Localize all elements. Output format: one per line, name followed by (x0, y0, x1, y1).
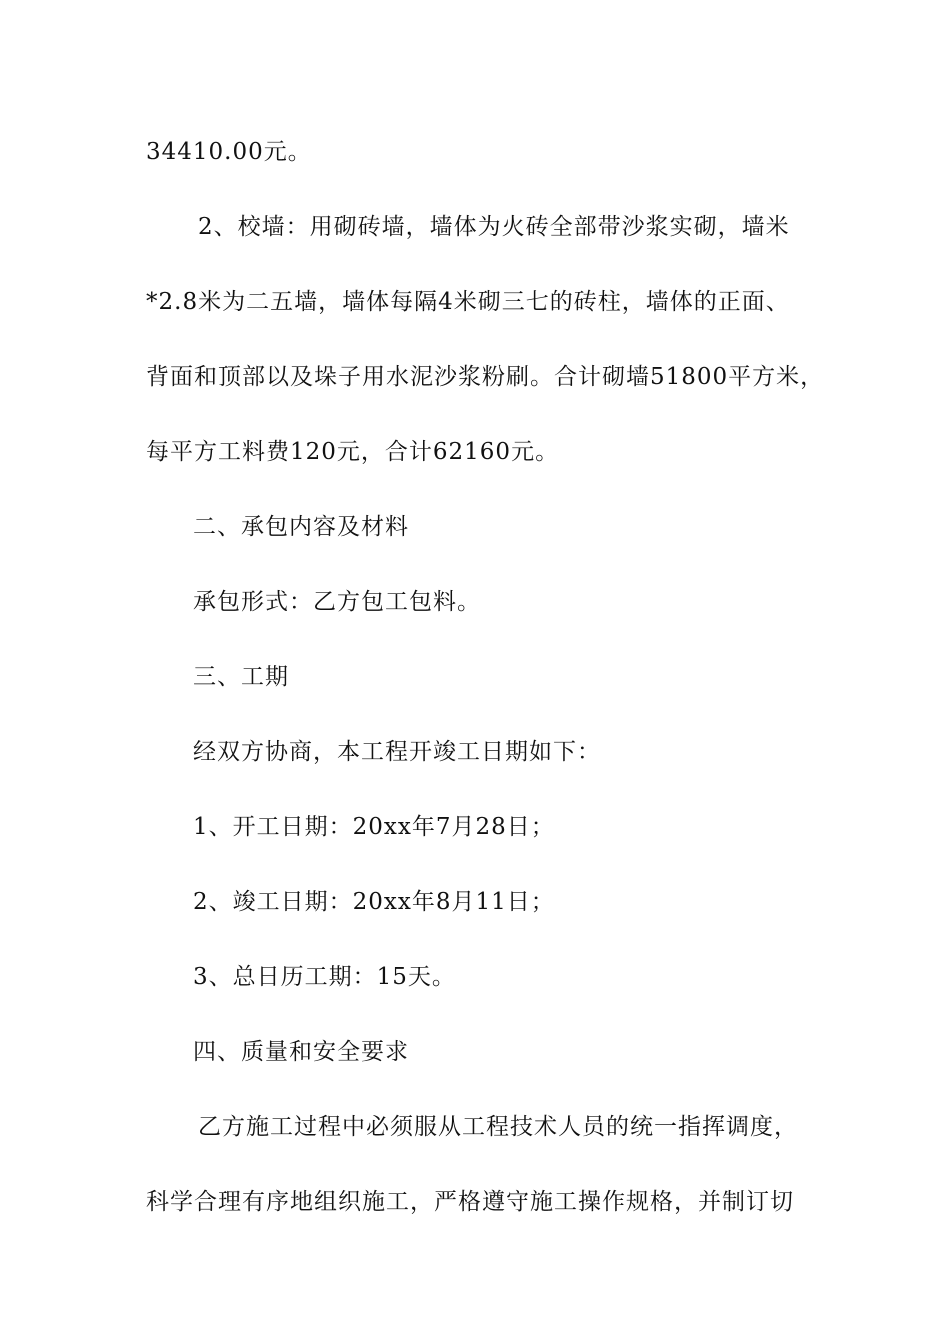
paragraph-line-schedule-intro: 经双方协商，本工程开竣工日期如下： (193, 739, 601, 765)
section-heading-schedule: 三、工期 (193, 664, 289, 690)
paragraph-line-wall-3: 背面和顶部以及垛子用水泥沙浆粉刷。合计砌墙51800平方米， (146, 364, 825, 390)
section-heading-quality-safety: 四、质量和安全要求 (193, 1039, 409, 1065)
paragraph-line-wall-1: 2、校墙：用砌砖墙，墙体为火砖全部带沙浆实砌，墙米 (198, 214, 790, 240)
list-item-completion-date: 2、竣工日期：20xx年8月11日； (193, 889, 555, 915)
paragraph-line-quality-1: 乙方施工过程中必须服从工程技术人员的统一指挥调度， (198, 1114, 798, 1140)
paragraph-line-contract-form: 承包形式：乙方包工包料。 (193, 589, 481, 615)
paragraph-line-amount: 34410.00元。 (146, 139, 312, 165)
section-heading-contract-content: 二、承包内容及材料 (193, 514, 409, 540)
paragraph-line-wall-2: *2.8米为二五墙，墙体每隔4米砌三七的砖柱，墙体的正面、 (146, 289, 790, 315)
paragraph-line-wall-4: 每平方工料费120元，合计62160元。 (146, 439, 560, 465)
list-item-total-duration: 3、总日历工期：15天。 (193, 964, 456, 990)
paragraph-line-quality-2: 科学合理有序地组织施工，严格遵守施工操作规格，并制订切 (146, 1189, 794, 1215)
list-item-start-date: 1、开工日期：20xx年7月28日； (193, 814, 555, 840)
